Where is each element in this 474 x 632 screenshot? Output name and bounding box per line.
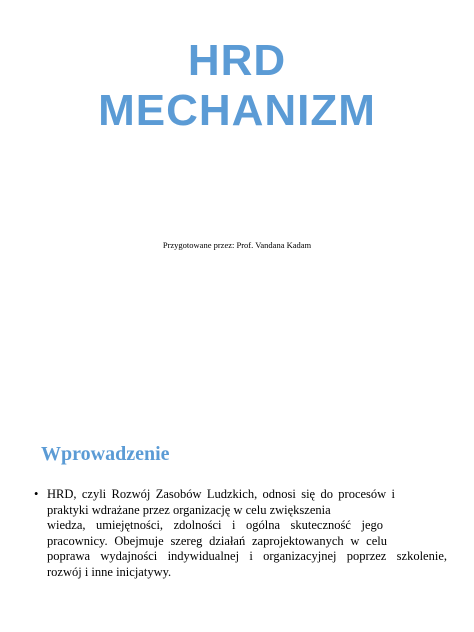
section-heading: Wprowadzenie xyxy=(41,443,170,465)
paragraph-line: rozwój i inne inicjatywy. xyxy=(47,564,172,579)
author-credit: Przygotowane przez: Prof. Vandana Kadam xyxy=(162,240,312,250)
list-item xyxy=(34,487,454,581)
paragraph-line: wiedza, umiejętności, zdolności i ogólna skuteczność jego xyxy=(47,518,383,533)
paragraph-line: poprawa wydajności indywidualnej i organizacyjnej poprzez szkolenie, xyxy=(47,549,447,564)
paragraph-line: praktyki wdrażane przez organizację w celu zwiększenia xyxy=(47,502,331,517)
bullet-list xyxy=(34,487,454,581)
title-line-hrd: HRD xyxy=(187,36,287,85)
paragraph-line: pracownicy. Obejmuje szereg działań zaprojektowanych w celu xyxy=(47,533,387,548)
title-line-mechanizm: MECHANIZM xyxy=(98,86,376,135)
bullet-icon: • xyxy=(34,487,39,501)
paragraph-line: HRD, czyli Rozwój Zasobów Ludzkich, odnosi się do procesów i xyxy=(47,487,395,501)
